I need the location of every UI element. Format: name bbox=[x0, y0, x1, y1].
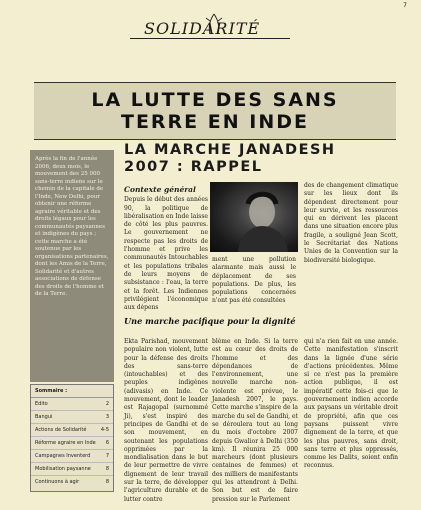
summary-box bbox=[30, 384, 114, 492]
article-column-1 bbox=[124, 186, 208, 312]
column-1-text: Depuis le début des années 90, la politique de libéralisation en Inde laisse de côté les plus pauvres. Le gouvernement ne respecte pas les droits de l'homme et prive les communautés Intouchables et les populations tribales de leurs moyens de subsistance : l'eau, la terre et la forêt. Les Indiennes privilégient l'économique aux dépens bbox=[124, 196, 208, 312]
bottom-column-3: qui n'a rien fait en une année. Cette manifestation s'inscrit dans la lignée d'une série d'actions précédentes. Même si ce n'est pas la première action publique, il est impératif cette fois-ci que le gouvernement indien accorde aux paysans un véritable droit de propriété, afin que ces paysans puissent vivre dignement de la terre, et que les plus pauvres, sans droit, sans terre et plus oppressés, comme les Dalits, soient enfin reconnus. bbox=[304, 338, 398, 470]
article-title-line-2: 2007 : RAPPEL bbox=[124, 159, 263, 175]
summary-item[interactable]: Campagnes Inventerd 7 bbox=[31, 450, 113, 463]
subhead-march: Une marche pacifique pour la dignité bbox=[124, 316, 296, 326]
subhead-context: Contexte général bbox=[124, 185, 196, 194]
summary-item[interactable]: Continuons à agir 8 bbox=[35, 479, 109, 485]
main-title-line-1: LA LUTTE DES SANS bbox=[91, 89, 339, 111]
article-title-line-1: LA MARCHE JANADESH bbox=[124, 142, 336, 158]
main-title-line-2: TERRE EN INDE bbox=[120, 111, 309, 133]
article-column-2: ment une pollution alarmante mais aussi le déplacement de ses populations. De plus, les populations concernées n'ont pas été consultées bbox=[212, 256, 296, 305]
masthead bbox=[130, 12, 290, 44]
summary-item[interactable]: Edito 2 bbox=[31, 398, 113, 411]
masthead-title: SOLIDARITÉ bbox=[144, 19, 261, 38]
summary-title: Sommaire : bbox=[31, 385, 113, 398]
summary-item[interactable]: Mobilisation paysanne 8 bbox=[31, 463, 113, 476]
portrait-icon bbox=[210, 182, 298, 252]
article-title bbox=[124, 142, 414, 176]
article-photo bbox=[210, 182, 298, 252]
main-title-band bbox=[34, 82, 396, 140]
intro-box: Après la fin de l'année 2006, deux mois, le mouvement des 25 000 sans-terre indiens sur le chemin de la capitale de l'Inde, New Delhi, pour obtenir une réforme agraire véritable et des droits légaux pour les communautés paysannes et indigènes du pays ; cette marche a été soutenue par les organisations partenaires, dont les Amis de la Terre, Solidarité et d'autres associations de défense des droits de l'homme et de la Terre. bbox=[30, 150, 114, 382]
summary-item[interactable]: Bangui 3 bbox=[31, 411, 113, 424]
bottom-column-1: Ekta Parishad, mouvement populaire non violent, lutte pour la défense des droits des sans-terre (intouchables) et des peuples indigènes (adivasis) en Inde. Ce mouvement, dont le leader est Rajagopal (surnommé Ji), s'est inspiré des principes de Gandhi et de son mouvement, en soutenant les populations opprimées par la mondialisation dans le but de leur permettre de vivre dignement de leur travail sur la terre, de développer l'agriculture durable et de lutter contre bbox=[124, 338, 208, 503]
page-number: 7 bbox=[403, 2, 407, 9]
summary-item[interactable]: Réforme agraire en Inde 6 bbox=[31, 437, 113, 450]
article-column-3: des de changement climatique sur les lieux dont ils dépendent directement pour leur survie, et les ressources qui en dérivent les placent dans une situation encore plus fragile, a souligné Jean Scott, le Secrétariat des Nations Unies de la Convention sur la biodiversité biologique. bbox=[304, 182, 398, 264]
summary-item[interactable]: Actions de Solidarité 4-5 bbox=[31, 424, 113, 437]
masthead-divider bbox=[130, 38, 290, 39]
bottom-column-2: blème en Inde. Si la terre est au cœur des droits de l'homme et des dépendances de l'environnement, une nouvelle marche non-violente est prévue, le Janadesh 2007, le pays. Cette marche s'inspire de la marche du sel de Gandhi, et se déroulera tout au long du mois d'octobre 2007 depuis Gwalior à Delhi (350 km). Il réunira 25 000 marcheurs (dont plusieurs centaines de femmes) et des milliers de manifestants qui les attendront à Delhi. Son but est de faire pression sur le Parlement bbox=[212, 338, 298, 503]
